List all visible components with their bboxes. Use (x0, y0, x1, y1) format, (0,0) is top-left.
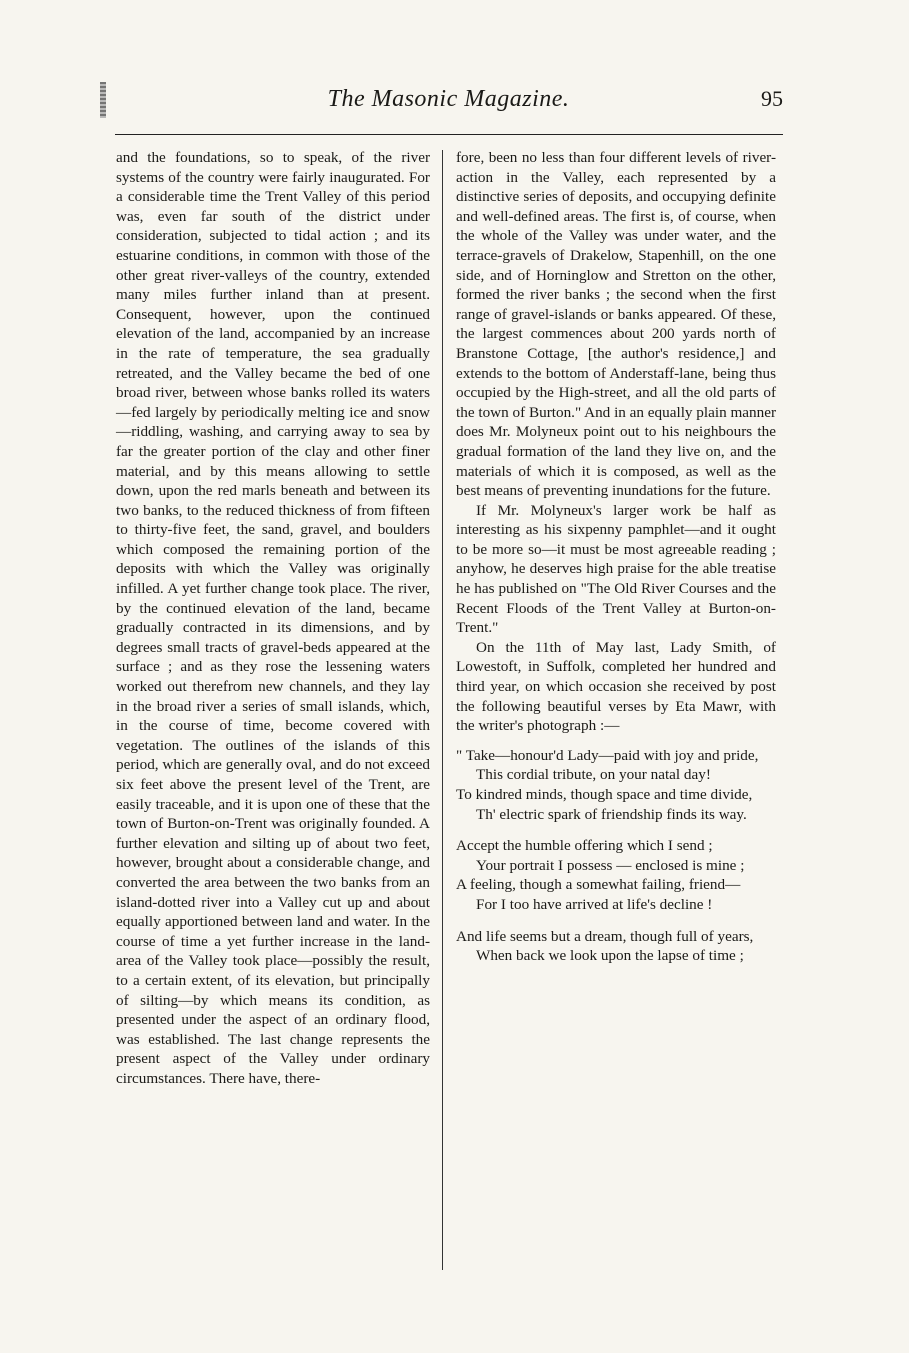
poem-line: When back we look upon the lapse of time ; (476, 947, 744, 965)
right-column (456, 148, 776, 978)
paragraph-lady-smith: On the 11th of May last, Lady Smith, of Lowestoft, in Suffolk, completed her hundred and third year, on which occasion she received by post the following beautiful verses by Eta Mawr, with the writer's photograph :— (456, 638, 776, 735)
page-number: 95 (761, 86, 783, 111)
poem-stanza-2 (456, 836, 776, 914)
page-header (114, 86, 783, 120)
header-rule (115, 134, 783, 135)
poem-stanza-1 (456, 746, 776, 824)
poem-line: Th' electric spark of friendship finds its way. (476, 805, 747, 823)
left-column-text: and the foundations, so to speak, of the river systems of the country were fairly inaugurated. For a considerable time the Trent Valley of this period was, even far south of the district under consideration, subjected to tidal action ; and its estuarine conditions, in common with those of the other great river-valleys of the country, extended many miles further inland than at present. Consequent, however, upon the continued elevation of the land, accompanied by an increase in the rate of temperature, the sea gradually retreated, and the Valley became the bed of one broad river, between whose banks rolled its waters—fed largely by periodically melting ice and snow—riddling, washing, and carrying away to sea by far the greater portion of the clay and other finer material, and by this means allowing to settle down, upon the red marls beneath and between its two banks, to the reduced thickness of from fifteen to thirty-five feet, the sand, gravel, and boulders which composed the remaining portion of the deposits with which the Valley was originally infilled. A yet further change took place. The river, by the continued elevation of the land, became gradually contracted in its dimensions, and by degrees small tracts of gravel-beds appeared at the surface ; and as they rose the lessening waters worked out therefrom new channels, and they lay in the broad river a series of small islands, which, in the course of time, become covered with vegetation. The outlines of the islands of this period, which are generally oval, and do not exceed six feet above the present level of the Trent, are easily traceable, and it is upon one of these that the town of Burton-on-Trent was originally founded. A further elevation and silting up of about two feet, however, brought about a considerable change, and converted the area between the two banks from an island-dotted river into a Valley cut up and about equally apportioned between land and water. In the course of time a yet further increase in the land-area of the Valley took place—possibly the result, to a certain extent, of its elevation, but principally of silting—by which means its condition, as presented under the aspect of an ordinary flood, was established. The last change represents the present aspect of the Valley under ordinary circumstances. There have, there- (116, 149, 430, 1087)
poem-line: Your portrait I possess — enclosed is mine ; (476, 856, 745, 874)
column-divider (442, 150, 443, 1270)
poem-line: " Take—honour'd Lady—paid with joy and pride, (456, 746, 759, 764)
poem-line: To kindred minds, though space and time divide, (456, 786, 753, 803)
poem-line: Accept the humble offering which I send ; (456, 837, 713, 855)
running-title: The Masonic Magazine. (327, 86, 570, 112)
poem-line: A feeling, though a somewhat failing, friend— (456, 876, 741, 894)
poem (456, 746, 776, 966)
left-column (116, 148, 430, 1089)
poem-stanza-3 (456, 927, 776, 966)
poem-line: This cordial tribute, on your natal day! (476, 766, 711, 784)
paragraph-continuation: fore, been no less than four different levels of river-action in the Valley, each represented by a distinctive series of deposits, and occupying definite and well-defined areas. The first is, of course, when the whole of the Valley was under water, and the terrace-gravels of Drakelow, Stapenhill, on the one side, and of Horninglow and Stretton on the other, formed the river banks ; the second when the first range of gravel-islands or banks appeared. Of these, the largest commences about 200 yards north of Branstone Cottage, [the author's residence,] and extends to the bottom of Anderstaff-lane, being thus occupied by the High-street, and all the old parts of the town of Burton." And in an equally plain manner does Mr. Molyneux point out to his neighbours the gradual formation of the land they live on, and the materials of which it is composed, as well as the best means of preventing inundations for the future. (456, 149, 777, 500)
page-edge-mark (100, 82, 106, 118)
poem-line: And life seems but a dream, though full of years, (456, 927, 754, 945)
poem-line: For I too have arrived at life's decline ! (476, 895, 713, 913)
paragraph-molyneux: If Mr. Molyneux's larger work be half as interesting as his sixpenny pamphlet—and it ought to be more so—it must be most agreeable reading ; anyhow, he deserves high praise for the able treatise he has published on "The Old River Courses and the Recent Floods of the Trent Valley at Burton-on-Trent." (456, 501, 776, 637)
